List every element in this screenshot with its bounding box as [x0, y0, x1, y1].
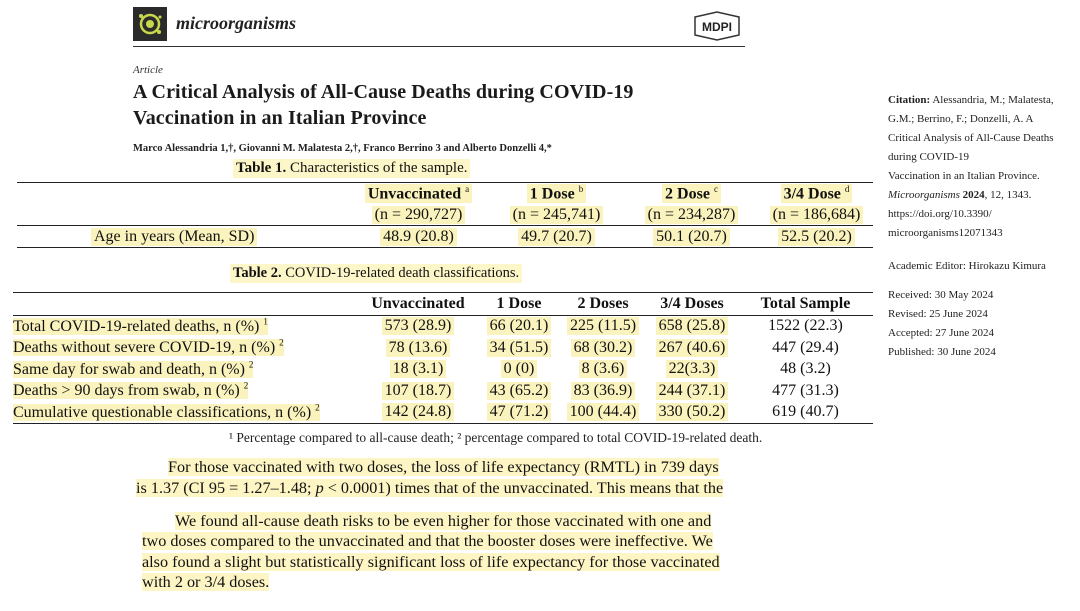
citation-text: Alessandria, M.; Malatesta,	[932, 94, 1054, 106]
table2-row-label: Same day for swab and death, n (%)	[13, 360, 245, 378]
table2-cell: 477 (31.3)	[772, 381, 839, 399]
table2-cell: 47 (71.2)	[487, 403, 552, 421]
article-type: Article	[133, 64, 163, 76]
citation-journal: Microorganisms	[888, 189, 960, 201]
table2-header: Total Sample	[760, 294, 851, 312]
table2-cell: 658 (25.8)	[656, 317, 729, 335]
citation-block	[888, 91, 1054, 243]
table1-caption	[233, 159, 470, 178]
table-row	[13, 315, 873, 337]
table1-cell: 52.5 (20.2)	[778, 228, 855, 246]
header-divider	[133, 46, 745, 47]
table1-n: (n = 245,741)	[510, 206, 604, 224]
academic-editor: Academic Editor: Hirokazu Kimura	[888, 260, 1046, 272]
table1-row	[17, 226, 873, 248]
table2-row-sup: 2	[279, 338, 284, 349]
paragraph-line: also found a slight but statistically significant loss of life expectancy for those vaccinated	[142, 552, 720, 571]
table-row	[13, 402, 873, 424]
table2-cell: 43 (65.2)	[487, 382, 552, 400]
table2-row-label: Deaths > 90 days from swab, n (%)	[13, 382, 240, 400]
accepted-date: Accepted: 27 June 2024	[888, 327, 994, 339]
table2-cell: 22(3.3)	[666, 360, 719, 378]
table2-row-sup: 2	[315, 402, 320, 413]
table2-row-sup: 2	[248, 359, 254, 370]
table2-cell: 107 (18.7)	[382, 382, 455, 400]
paragraph-line: is 1.37 (CI 95 = 1.27–1.48;	[136, 479, 316, 497]
table1-cell: 49.7 (20.7)	[518, 228, 595, 246]
table2-cell: 0 (0)	[501, 360, 538, 378]
table1-col-name: 2 Dose	[665, 185, 710, 203]
table1-col-sup: d	[844, 183, 850, 194]
table1-col-sup: a	[465, 183, 470, 194]
paragraph-conclusion	[142, 511, 790, 592]
table2-caption-label: Table 2.	[233, 265, 282, 281]
table1-n-row	[17, 204, 873, 226]
table1-header-row	[17, 183, 873, 205]
table1-caption-label: Table 1.	[236, 160, 287, 176]
table1-row-label: Age in years (Mean, SD)	[91, 228, 257, 246]
citation-label: Citation:	[888, 94, 931, 106]
paragraph-rmtl	[136, 457, 788, 499]
table2-cell: 142 (24.8)	[382, 403, 455, 421]
table1-n: (n = 186,684)	[770, 206, 864, 224]
table2-cell: 66 (20.1)	[487, 317, 552, 335]
table2-row-label: Cumulative questionable classifications, n (%)	[13, 403, 312, 421]
citation-year: 2024	[962, 189, 985, 201]
table2-cell: 18 (3.1)	[390, 360, 447, 378]
citation-text: Vaccination in an Italian Province.	[888, 170, 1040, 182]
paragraph-line: We found all-cause death risks to be even higher for those vaccinated with one and	[175, 512, 712, 530]
table2-caption	[230, 264, 522, 283]
table1	[17, 182, 873, 248]
table2	[13, 292, 873, 424]
table2-cell: 83 (36.9)	[571, 382, 636, 400]
table1-n: (n = 290,727)	[372, 206, 466, 224]
paragraph-italic-p: p	[315, 479, 324, 497]
citation-text: G.M.; Berrino, F.; Donzelli, A. A	[888, 113, 1034, 125]
citation-volume: , 12, 1343.	[984, 189, 1032, 201]
citation-doi[interactable]: https://doi.org/10.3390/	[888, 208, 992, 220]
table1-cell: 48.9 (20.8)	[380, 228, 457, 246]
table2-cell: 78 (13.6)	[386, 339, 451, 357]
table2-cell: 573 (28.9)	[382, 317, 455, 335]
publisher-name: MDPI	[702, 20, 732, 34]
table2-cell: 8 (3.6)	[579, 360, 628, 378]
authors: Marco Alessandria 1,†, Giovanni M. Malatesta 2,†, Franco Berrino 3 and Alberto Donzelli 4,*	[133, 143, 552, 154]
table2-cell: 447 (29.4)	[772, 338, 839, 356]
table1-n: (n = 234,287)	[645, 206, 739, 224]
table2-caption-text: COVID-19-related death classifications.	[285, 265, 520, 281]
table2-cell: 619 (40.7)	[772, 403, 839, 421]
journal-logo	[133, 7, 167, 41]
table1-col-sup: b	[578, 183, 584, 194]
published-date: Published: 30 June 2024	[888, 346, 996, 358]
table1-col-sup: c	[713, 183, 718, 194]
table2-header: Unvaccinated	[371, 294, 465, 312]
table1-col-name: 1 Dose	[529, 185, 575, 203]
page-title	[133, 79, 634, 131]
table2-footnote: ¹ Percentage compared to all-cause death; ² percentage compared to total COVID-19-related death.	[229, 430, 763, 445]
title-line-2: Vaccination in an Italian Province	[133, 107, 427, 129]
table2-header-row	[13, 293, 873, 316]
table2-header: 2 Doses	[577, 294, 629, 312]
table2-cell: 34 (51.5)	[487, 339, 552, 357]
table-row	[13, 359, 873, 381]
mdpi-logo-icon	[691, 11, 743, 41]
microorganism-icon	[133, 7, 167, 41]
table2-cell: 1522 (22.3)	[768, 317, 843, 335]
title-line-1: A Critical Analysis of All-Cause Deaths during COVID-19	[133, 81, 634, 103]
paragraph-line: two doses compared to the unvaccinated and that the booster doses were ineffective. We	[142, 532, 713, 551]
table1-caption-text: Characteristics of the sample.	[290, 160, 468, 176]
citation-text: during COVID-19	[888, 151, 969, 163]
table2-row-label: Total COVID-19-related deaths, n (%)	[13, 317, 260, 335]
table2-cell: 225 (11.5)	[567, 317, 639, 335]
paragraph-line: with 2 or 3/4 doses.	[142, 572, 270, 591]
table2-row-sup: 1	[263, 316, 268, 327]
paragraph-line: < 0.0001) times that of the unvaccinated. This means that the	[323, 479, 724, 497]
table2-cell: 100 (44.4)	[567, 403, 640, 421]
table1-col-name: 3/4 Dose	[783, 185, 841, 203]
table-row	[13, 337, 873, 359]
table2-header: 1 Dose	[496, 294, 542, 312]
table2-cell: 244 (37.1)	[656, 382, 729, 400]
dates-block	[888, 286, 996, 362]
table2-row-label: Deaths without severe COVID-19, n (%)	[13, 339, 276, 357]
journal-name: microorganisms	[176, 13, 297, 33]
citation-text: Critical Analysis of All-Cause Deaths	[888, 132, 1054, 144]
revised-date: Revised: 25 June 2024	[888, 308, 988, 320]
table-row	[13, 380, 873, 402]
table2-cell: 267 (40.6)	[656, 339, 729, 357]
table2-cell: 68 (30.2)	[571, 339, 636, 357]
citation-doi[interactable]: microorganisms12071343	[888, 227, 1003, 239]
table2-header: 3/4 Doses	[660, 294, 724, 312]
table2-row-sup: 2	[243, 381, 249, 392]
paragraph-line: For those vaccinated with two doses, the loss of life expectancy (RMTL) in 739 days	[168, 458, 719, 476]
table1-cell: 50.1 (20.7)	[653, 228, 730, 246]
table2-cell: 330 (50.2)	[656, 403, 729, 421]
received-date: Received: 30 May 2024	[888, 289, 994, 301]
table1-col-name: Unvaccinated	[367, 185, 462, 203]
table2-cell: 48 (3.2)	[780, 360, 831, 378]
